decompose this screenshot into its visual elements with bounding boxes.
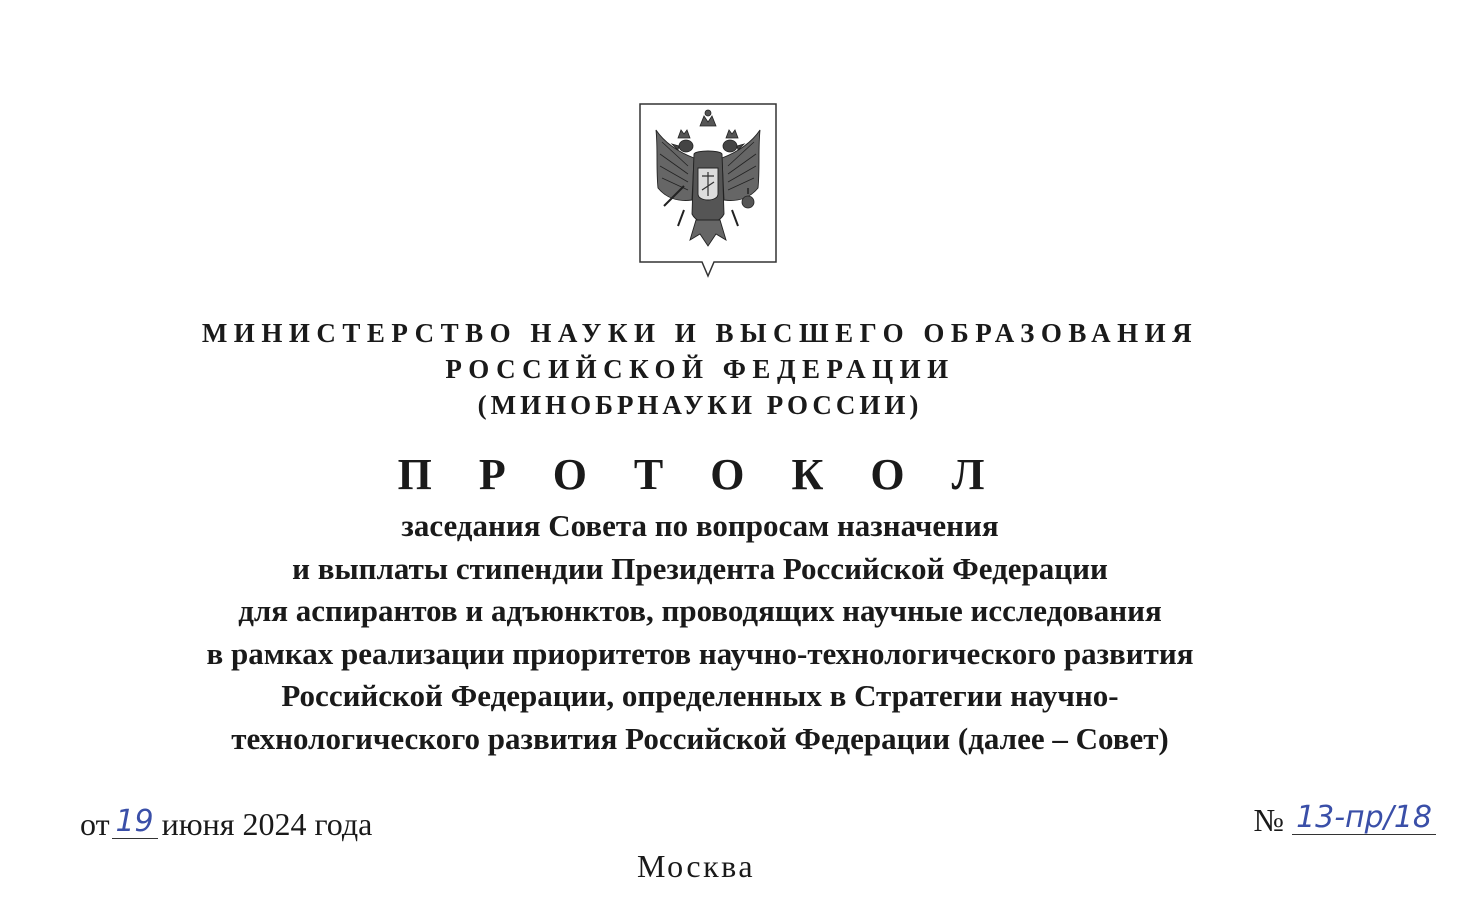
number-prefix: № <box>1253 802 1285 838</box>
ministry-name-line2: РОССИЙСКОЙ ФЕДЕРАЦИИ <box>445 354 955 384</box>
date-prefix: от <box>80 806 110 842</box>
date-day-handwritten: 19 <box>112 806 158 839</box>
subject-line: в рамках реализации приоритетов научно-технологического развития <box>206 635 1194 671</box>
ministry-abbreviation: (МИНОБРНАУКИ РОССИИ) <box>477 390 923 420</box>
document-number <box>1254 800 1436 840</box>
subject-line: для аспирантов и адъюнктов, проводящих научные исследования <box>238 593 1162 628</box>
date-month-year: июня 2024 года <box>161 806 373 842</box>
document-type-title: П Р О Т О К О Л <box>397 450 1003 499</box>
subject-line: и выплаты стипендии Президента Российской Федерации <box>292 550 1108 586</box>
document-city: Москва <box>636 848 756 884</box>
number-value-handwritten: 13-пр/18 <box>1292 802 1436 835</box>
document-subject <box>0 505 1400 760</box>
ministry-name-line1: МИНИСТЕРСТВО НАУКИ И ВЫСШЕГО ОБРАЗОВАНИЯ <box>201 318 1199 348</box>
subject-line: заседания Совета по вопросам назначения <box>401 508 999 543</box>
coat-of-arms-icon <box>638 102 778 278</box>
document-date <box>80 804 372 844</box>
subject-line: технологического развития Российской Федерации (далее – Совет) <box>231 720 1169 756</box>
subject-line: Российской Федерации, определенных в Стратегии научно- <box>281 678 1119 713</box>
